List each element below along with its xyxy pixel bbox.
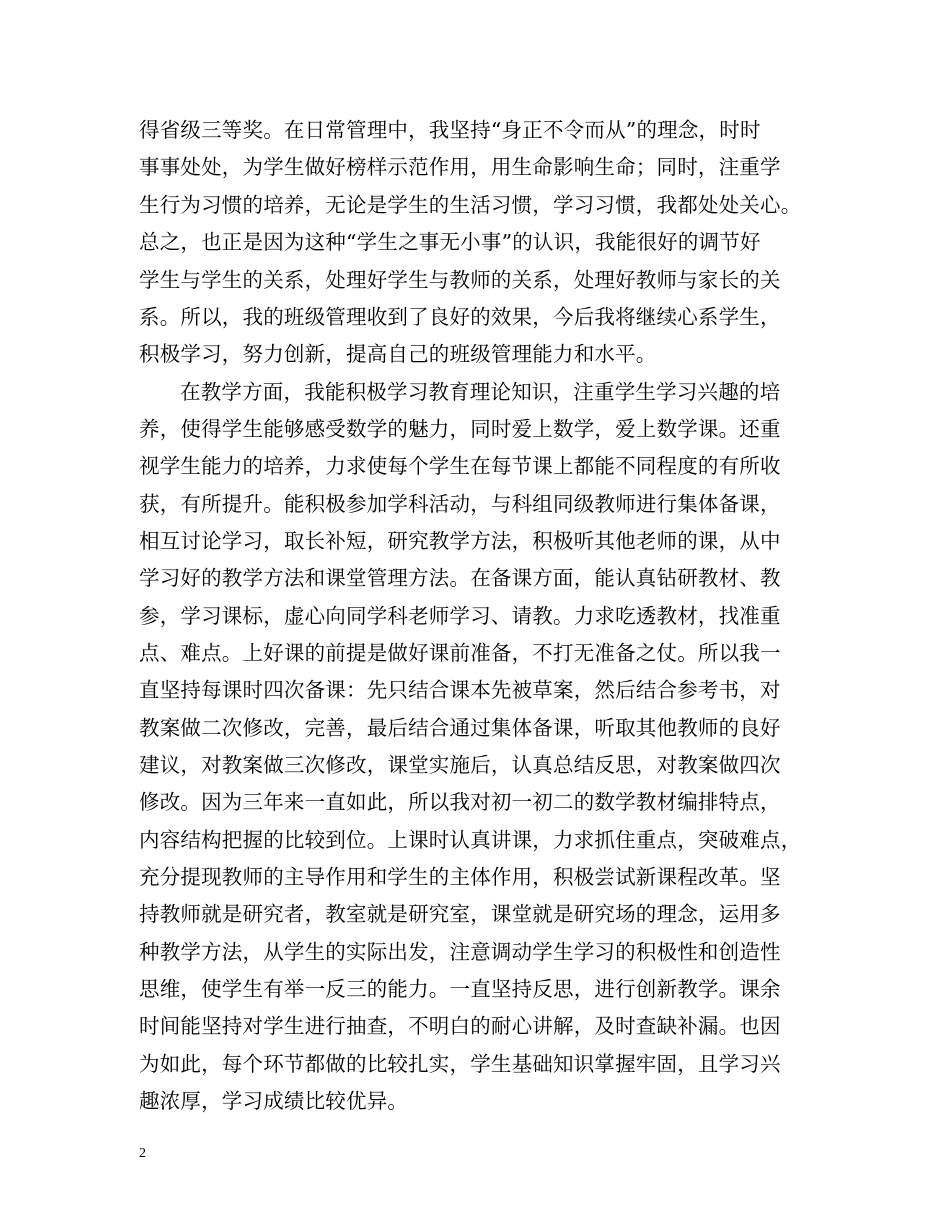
text-line: 学生与学生的关系，处理好学生与教师的关系，处理好教师与家长的关	[139, 268, 781, 292]
text-line: 建议，对教案做三次修改，课堂实施后，认真总结反思，对教案做四次	[139, 753, 781, 777]
text-line: 直坚持每课时四次备课：先只结合课本先被草案，然后结合参考书，对	[139, 678, 781, 702]
text-line: 得省级三等奖。在日常管理中，我坚持“身正不令而从”的理念，时时	[139, 118, 761, 142]
text-line: 思维，使学生有举一反三的能力。一直坚持反思，进行创新教学。课余	[139, 977, 781, 1001]
text-line: 总之，也正是因为这种“学生之事无小事”的认识，我能很好的调节好	[139, 230, 761, 254]
text-line: 充分提现教师的主导作用和学生的主体作用，积极尝试新课程改革。坚	[139, 865, 781, 889]
text-line: 种教学方法，从学生的实际出发，注意调动学生学习的积极性和创造性	[139, 940, 781, 964]
text-line: 点、难点。上好课的前提是做好课前准备，不打无准备之仗。所以我一	[139, 641, 781, 665]
text-line: 获，有所提升。能积极参加学科活动，与科组同级教师进行集体备课，	[139, 492, 781, 516]
text-line: 学习好的教学方法和课堂管理方法。在备课方面，能认真钻研教材、教	[139, 566, 781, 590]
text-line: 趣浓厚，学习成绩比较优异。	[139, 1089, 409, 1113]
text-line: 养，使得学生能够感受数学的魅力，同时爱上数学，爱上数学课。还重	[139, 417, 781, 441]
text-line: 视学生能力的培养，力求使每个学生在每节课上都能不同程度的有所收	[139, 454, 781, 478]
text-line: 生行为习惯的培养，无论是学生的生活习惯，学习习惯，我都处处关心。	[139, 193, 802, 217]
text-line: 积极学习，努力创新，提高自己的班级管理能力和水平。	[139, 342, 657, 366]
text-line: 系。所以，我的班级管理收到了良好的效果，今后我将继续心系学生，	[139, 305, 781, 329]
text-line: 教案做二次修改，完善，最后结合通过集体备课，听取其他教师的良好	[139, 716, 781, 740]
text-line: 相互讨论学习，取长补短，研究教学方法，积极听其他老师的课，从中	[139, 529, 781, 553]
text-line: 事事处处，为学生做好榜样示范作用，用生命影响生命；同时，注重学	[139, 155, 781, 179]
text-line: 时间能坚持对学生进行抽查，不明白的耐心讲解，及时查缺补漏。也因	[139, 1014, 781, 1038]
text-line: 为如此，每个环节都做的比较扎实，学生基础知识掌握牢固，且学习兴	[139, 1052, 781, 1076]
text-line: 修改。因为三年来一直如此，所以我对初一初二的数学教材编排特点，	[139, 790, 781, 814]
text-line: 持教师就是研究者，教室就是研究室，课堂就是研究场的理念，运用多	[139, 902, 781, 926]
text-line: 内容结构把握的比较到位。上课时认真讲课，力求抓住重点，突破难点，	[139, 828, 802, 852]
text-line: 参，学习课标，虚心向同学科老师学习、请教。力求吃透教材，找准重	[139, 604, 781, 628]
text-line: 在教学方面，我能积极学习教育理论知识，注重学生学习兴趣的培	[180, 380, 781, 404]
page-number: 2	[139, 1146, 146, 1161]
